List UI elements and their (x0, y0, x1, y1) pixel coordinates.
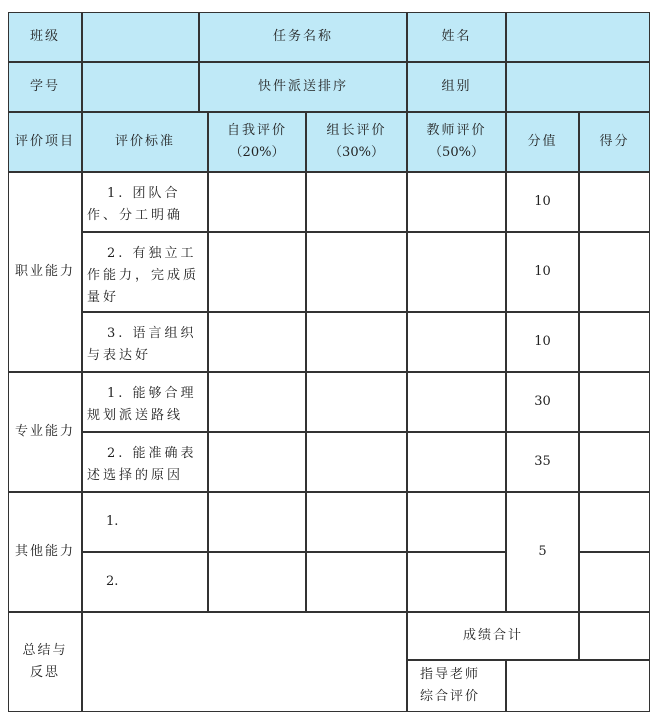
self-score-input[interactable] (208, 492, 306, 552)
teacher-comment-label-line2: 综合评价 (420, 689, 481, 704)
col-header-leader-weight: （30%） (329, 145, 384, 160)
criterion-cell (82, 552, 208, 612)
criterion-cell (82, 432, 208, 492)
col-header-teacher-weight: （50%） (429, 145, 484, 160)
col-header-standard: 评价标准 (82, 112, 208, 172)
teacher-score-input[interactable] (407, 232, 506, 312)
criterion-text: 3. 语言组织与表达好 (87, 326, 197, 363)
points-value: 10 (506, 232, 579, 312)
self-score-input[interactable] (208, 232, 306, 312)
evaluation-table (8, 12, 650, 712)
self-score-input[interactable] (208, 312, 306, 372)
col-header-points: 分值 (506, 112, 579, 172)
teacher-score-input[interactable] (407, 372, 506, 432)
criterion-text: 2. 有独立工作能力，完成质量好 (87, 246, 200, 305)
group-input[interactable] (506, 62, 650, 112)
score-input[interactable] (579, 552, 650, 612)
self-score-input[interactable] (208, 432, 306, 492)
criterion-cell (82, 312, 208, 372)
score-input[interactable] (579, 172, 650, 232)
teacher-comment-input[interactable] (506, 660, 650, 712)
teacher-score-input[interactable] (407, 552, 506, 612)
leader-score-input[interactable] (306, 372, 407, 432)
col-header-item: 评价项目 (8, 112, 82, 172)
col-header-teacher-title: 教师评价 (426, 123, 487, 138)
col-header-leader (306, 112, 407, 172)
teacher-score-input[interactable] (407, 172, 506, 232)
points-value-shared: 5 (506, 492, 579, 612)
student-id-input[interactable] (82, 62, 199, 112)
criterion-text: 2. (106, 574, 119, 589)
class-label: 班级 (8, 12, 82, 62)
points-value: 10 (506, 312, 579, 372)
teacher-score-input[interactable] (407, 492, 506, 552)
col-header-score: 得分 (579, 112, 650, 172)
section-label-specialty: 专业能力 (8, 372, 82, 492)
col-header-self-title: 自我评价 (226, 123, 287, 138)
total-score-input[interactable] (579, 612, 650, 660)
score-input[interactable] (579, 312, 650, 372)
name-label: 姓名 (407, 12, 506, 62)
leader-score-input[interactable] (306, 552, 407, 612)
criterion-text: 1. 团队合作、分工明确 (87, 186, 184, 223)
col-header-leader-title: 组长评价 (326, 123, 387, 138)
task-name-value: 快件派送排序 (199, 62, 407, 112)
summary-input[interactable] (82, 612, 407, 712)
teacher-comment-label-line1: 指导老师 (420, 667, 481, 682)
task-name-label: 任务名称 (199, 12, 407, 62)
criterion-cell (82, 232, 208, 312)
leader-score-input[interactable] (306, 312, 407, 372)
points-value: 35 (506, 432, 579, 492)
criterion-cell (82, 492, 208, 552)
criterion-text: 2. 能准确表述选择的原因 (87, 446, 197, 483)
criterion-cell (82, 372, 208, 432)
name-input[interactable] (506, 12, 650, 62)
section-label-professional: 职业能力 (8, 172, 82, 372)
leader-score-input[interactable] (306, 432, 407, 492)
col-header-teacher (407, 112, 506, 172)
summary-label (8, 612, 82, 712)
self-score-input[interactable] (208, 172, 306, 232)
group-label: 组别 (407, 62, 506, 112)
total-score-label: 成绩合计 (407, 612, 579, 660)
self-score-input[interactable] (208, 552, 306, 612)
student-id-label: 学号 (8, 62, 82, 112)
score-input[interactable] (579, 372, 650, 432)
teacher-comment-label (407, 660, 506, 712)
summary-label-line1: 总结与 (22, 643, 68, 658)
leader-score-input[interactable] (306, 492, 407, 552)
criterion-text: 1. 能够合理规划派送路线 (87, 386, 197, 423)
section-label-other: 其他能力 (8, 492, 82, 612)
class-input[interactable] (82, 12, 199, 62)
criterion-cell (82, 172, 208, 232)
self-score-input[interactable] (208, 372, 306, 432)
teacher-score-input[interactable] (407, 432, 506, 492)
summary-label-line2: 反思 (29, 665, 60, 680)
leader-score-input[interactable] (306, 232, 407, 312)
points-value: 10 (506, 172, 579, 232)
col-header-self (208, 112, 306, 172)
leader-score-input[interactable] (306, 172, 407, 232)
score-input[interactable] (579, 232, 650, 312)
teacher-score-input[interactable] (407, 312, 506, 372)
points-value: 30 (506, 372, 579, 432)
score-input[interactable] (579, 492, 650, 552)
criterion-text: 1. (106, 514, 119, 529)
col-header-self-weight: （20%） (229, 145, 285, 160)
score-input[interactable] (579, 432, 650, 492)
